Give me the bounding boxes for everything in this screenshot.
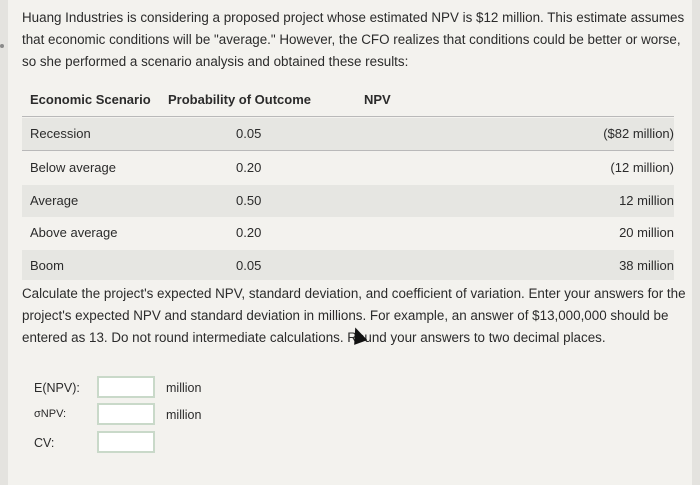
row-divider	[22, 150, 674, 151]
cv-input[interactable]	[97, 431, 155, 453]
scenario-cell: Below average	[30, 160, 116, 175]
header-npv: NPV	[364, 92, 391, 107]
sd-label: σNPV:	[34, 408, 67, 420]
npv-cell: ($82 million)	[603, 126, 674, 141]
probability-cell: 0.05	[236, 126, 262, 141]
probability-cell: 0.20	[236, 160, 262, 175]
scenario-cell: Boom	[30, 258, 64, 273]
npv-cell: 38 million	[619, 258, 674, 273]
enpv-input[interactable]	[97, 376, 155, 398]
table-row	[22, 118, 674, 150]
question-panel	[8, 0, 692, 485]
instructions-text: Calculate the project's expected NPV, standard deviation, and coefficient of variation. Enter your answers for the project's expected NPV and standard deviation in millions. For example, an answer of $13,000,000 should be entered as 13. Do not round intermediate calculations. Round your answers to two decimal places.	[22, 286, 686, 345]
intro-text: Huang Industries is considering a proposed project whose estimated NPV is $12 million. This estimate assumes that economic conditions will be "average." However, the CFO realizes that conditions could be better or worse, so she performed a scenario analysis and obtained these results:	[22, 10, 685, 69]
enpv-unit: million	[166, 381, 202, 395]
scenario-cell: Recession	[30, 126, 91, 141]
header-scenario: Economic Scenario	[30, 92, 151, 107]
table-row	[22, 152, 674, 184]
probability-cell: 0.50	[236, 193, 262, 208]
header-probability: Probability of Outcome	[168, 92, 312, 107]
header-divider	[22, 116, 674, 117]
table-row	[22, 217, 674, 249]
bullet-icon	[0, 44, 4, 48]
enpv-label: E(NPV):	[34, 381, 80, 395]
probability-cell: 0.05	[236, 258, 262, 273]
npv-cell: (12 million)	[610, 160, 674, 175]
scenario-cell: Above average	[30, 225, 118, 240]
scenario-cell: Average	[30, 193, 79, 208]
npv-cell: 12 million	[619, 193, 674, 208]
table-row	[22, 185, 674, 217]
probability-cell: 0.20	[236, 225, 262, 240]
npv-cell: 20 million	[619, 225, 674, 240]
table-row	[22, 250, 674, 280]
sd-input[interactable]	[97, 403, 155, 425]
sd-unit: million	[166, 408, 202, 422]
cv-label: CV:	[34, 436, 55, 450]
